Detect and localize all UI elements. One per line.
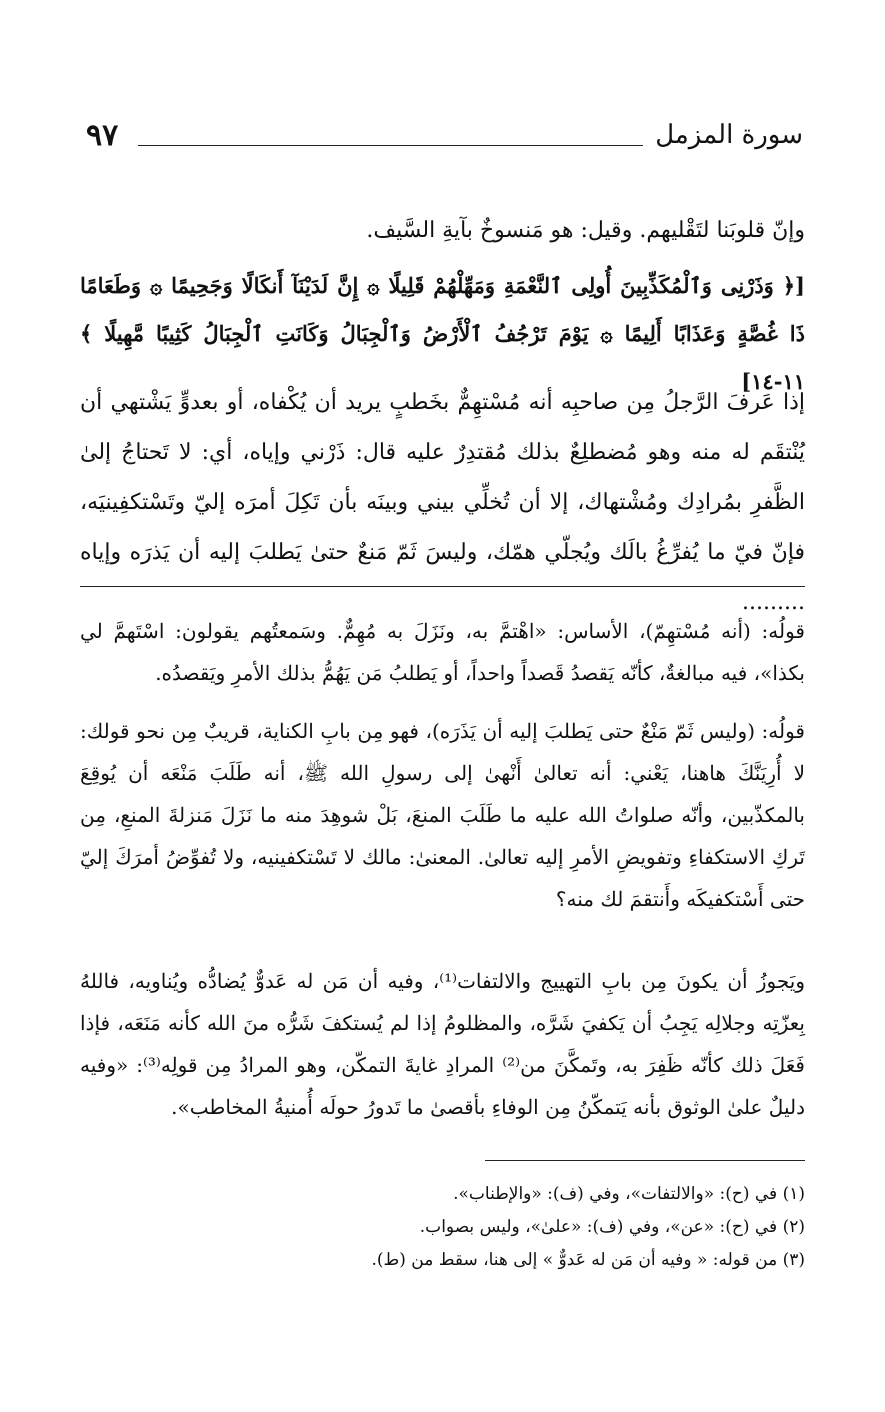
footnotes <box>80 1178 805 1277</box>
page-number: ٩٧ <box>86 118 119 153</box>
commentary-paragraph-3: ويَجوزُ أن يكونَ مِن بابِ التهييج والالتفات⁽¹⁾، وفيه أن مَن له عَدوٌّ يُضادُّه ويُناويه، فاللهُ بِعزّتِه وجلالِه يَجِبُ أن يَكفيَ شَرَّه، والمظلومُ إذا لم يُستكفَ شَرُّه منَ الله كأنه مَنَعَه، فإذا فَعَلَ ذلك كأنّه ظَفِرَ به، وتَمكَّنَ من⁽²⁾ المرادِ غايةَ التمكّن، وهو المرادُ مِن قولِه⁽³⁾: «وفيه دليلٌ علىٰ الوثوق بأنه يَتمكّنُ مِن الوفاءِ بأقصىٰ ما تَدورُ حولَه أُمنيةُ المخاطب». <box>80 969 806 1119</box>
quran-verse: [﴿ وَذَرْنِى وَٱلْمُكَذِّبِينَ أُولِى ٱلنَّعْمَةِ وَمَهِّلْهُمْ قَلِيلًا ۞ إِنَّ لَدَيْنَآ أَنكَالًا وَجَحِيمًا ۞ وَطَعَامًا ذَا غُصَّةٍ وَعَذَابًا أَلِيمًا ۞ يَوْمَ تَرْجُفُ ٱلْأَرْضُ وَٱلْجِبَالُ وَكَانَتِ ٱلْجِبَالُ كَثِيبًا مَّهِيلًا ﴾ ١١-١٤] <box>80 273 805 394</box>
main-paragraph-1: وإنّ قلوبَنا لتَقْليهم. وقيل: هو مَنسوخٌ بآيةِ السَّيف. <box>366 218 805 243</box>
footnote-3: (٣) من قوله: « وفيه أن مَن له عَدوٌّ » إلى هنا، سقط من (ط). <box>371 1250 805 1270</box>
footnote-2: (٢) في (ح): «عن»، وفي (ف): «علىٰ»، وليس بصواب. <box>419 1217 805 1237</box>
header-rule <box>138 145 643 146</box>
commentary-paragraph-2: قولُه: (وليس ثَمّ مَنْعٌ حتى يَطلبَ إليه أن يَذَرَه)، فهو مِن بابِ الكناية، قريبٌ مِن نحو قولك: لا أُرِيَنَّكَ هاهنا، يَعْني: أنه تعالىٰ أَنْهىٰ إلى رسولِ الله ﷺ، أنه طَلَبَ مَنْعَه أن يُوقِعَ بالمكذّبين، وأنّه صلواتُ الله عليه ما طَلَبَ المنعَ، بَلْ شوهِدَ منه ما نَزَلَ مَنزلةَ المنعِ، مِن تَركِ الاستكفاءِ وتفويضِ الأمرِ إليه تعالىٰ. المعنىٰ: مالك لا تَسْتكفينيه، ولا تُفوِّضُ أمرَكَ إليّ حتى أَسْتكفيكَه وأَنتقمَ لك منه؟ <box>80 719 805 911</box>
main-paragraph-2: إذا عَرفَ الرَّجلُ مِن صاحبِه أنه مُسْتهِمٌّ بخَطبٍ يريد أن يُكْفاه، أو بعدوٍّ يَشْتهي أن يُنْتقَم له منه وهو مُضطلِعٌ بذلك مُقتدِرٌ عليه قال: ذَرْني وإياه، أي: لا تَحتاجُ إلىٰ الظَّفرِ بمُرادِك ومُشْتهاك، إلا أن تُخلِّي بيني وبينَه بأن تَكِلَ أمرَه إليّ وتَسْتكفِينيَه، فإنّ فيّ ما يُفرِّغُ بالَك ويُجلّي همّك، وليسَ ثَمّ مَنعٌ حتىٰ يَطلبَ إليه أن يَذرَه وإياه ......... <box>80 390 805 615</box>
running-title: سورة المزمل <box>655 120 803 150</box>
commentary-paragraph-1: قولُه: (أنه مُسْتهِمّ)، الأساس: «اهْتمَّ به، ونَزَلَ به مُهِمٌّ. وسَمعتُهم يقولون: اسْتَهمَّ لي بكذا»، فيه مبالغةٌ، كأنّه يَقصدُ قَصداً واحداً، أو يَطلبُ مَن يَهُمُّ بذلك الأمرِ ويَقصدُه. <box>80 619 805 685</box>
main-text-divider <box>80 586 805 587</box>
footnote-divider <box>485 1160 805 1161</box>
footnote-1: (١) في (ح): «والالتفات»، وفي (ف): «والإطناب». <box>453 1184 805 1204</box>
page-header <box>86 118 803 164</box>
